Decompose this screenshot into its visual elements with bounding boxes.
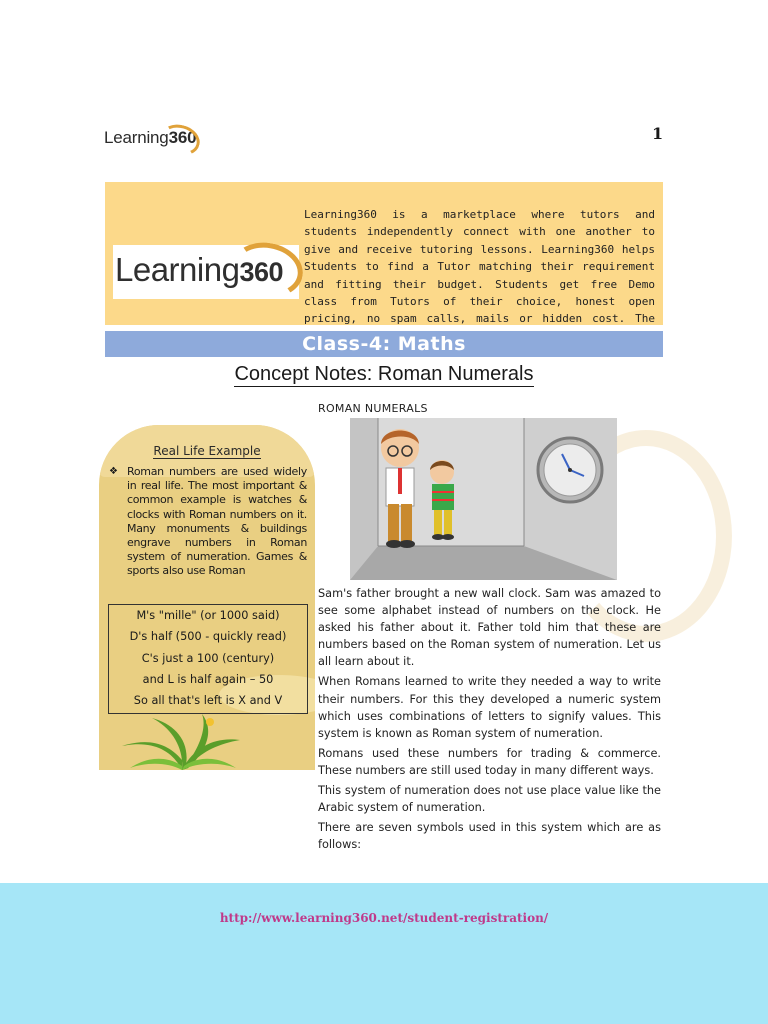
- paragraph: Sam's father brought a new wall clock. Sam was amazed to see some alphabet instead of numbers on the clock. He asked his father about it. Father told him that these are numbers based on the Roman system of numeration. Let us all learn about it.: [318, 587, 661, 669]
- mnemonic-line: D's half (500 - quickly read): [129, 630, 287, 644]
- mnemonic-line: M's "mille" (or 1000 said): [136, 609, 280, 622]
- registration-link[interactable]: http://www.learning360.net/student-registration/: [219, 911, 549, 925]
- mnemonic-line: and L is half again – 50: [142, 672, 274, 686]
- banner-logo: [113, 245, 299, 299]
- footer-band: [0, 883, 768, 1024]
- logo-text: Learning: [104, 128, 169, 147]
- banner-logo-arc-icon: [227, 237, 307, 303]
- real-life-body: [109, 465, 307, 579]
- class-title-bar: [105, 331, 663, 357]
- banner-logo-number: 360: [239, 257, 284, 287]
- real-life-text: Roman numbers are used widely in real life. The most important & common example is watches & clocks with Roman numbers on it. Many monuments & buildings engrave numbers in Roman system of numeration. Games & sports also use Roman: [127, 465, 307, 578]
- paragraph: When Romans learned to write they needed a way to write their numbers. For this they developed a numeric system which uses combinations of letters to signify values. This system is known as Roman system of numeration.: [318, 675, 661, 740]
- diamond-bullet-icon: ❖: [109, 466, 118, 477]
- mnemonic-line: C's just a 100 (century): [141, 651, 275, 665]
- mnemonic-box: [108, 604, 308, 714]
- logo-number: 360: [168, 128, 197, 147]
- class-title: Class-4: Maths: [302, 333, 466, 355]
- section-label: ROMAN NUMERALS: [318, 402, 428, 415]
- concept-title-text: Concept Notes: Roman Numerals: [234, 363, 534, 385]
- banner-logo-text: Learning: [115, 251, 240, 288]
- logo-arc-icon: [157, 120, 203, 159]
- concept-title: [105, 363, 663, 386]
- real-life-title: [99, 444, 315, 458]
- paragraph: There are seven symbols used in this system which are as follows:: [318, 821, 661, 852]
- page-number: 1: [652, 124, 664, 143]
- sam-and-father-clock-illustration: [350, 418, 617, 580]
- intro-banner: [105, 182, 663, 325]
- real-life-title-text: Real Life Example: [153, 444, 261, 458]
- paragraph: This system of numeration does not use place value like the Arabic system of numeration.: [318, 784, 661, 815]
- banner-description: Learning360 is a marketplace where tutors and students independently connect with one another to give and receive tutoring lessons. Learning360 helps Students to find a Tutor matching their requirement and fitting their budget. Students get free Demo class from Tutors of their choice, honest open pricing, no spam calls, mails or hidden cost. The: [304, 208, 655, 325]
- learning360-logo: [104, 125, 199, 151]
- mnemonic-line: So all that's left is X and V: [133, 694, 283, 708]
- paragraph: Romans used these numbers for trading & commerce. These numbers are still used today in many different ways.: [318, 746, 661, 777]
- palm-plant-icon: [112, 710, 252, 772]
- lesson-body: [318, 585, 661, 856]
